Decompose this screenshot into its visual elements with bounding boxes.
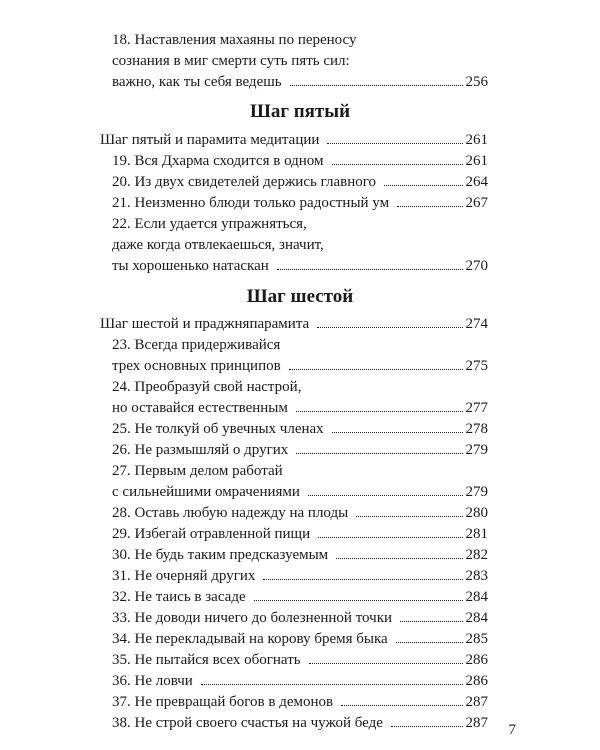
toc-intro-step-6[interactable]	[100, 314, 488, 334]
toc-entry-19[interactable]	[112, 151, 488, 171]
page-number: 282	[465, 547, 488, 563]
entry-text: 30. Не будь таким предсказуемым	[112, 547, 329, 563]
dot-leader	[296, 453, 462, 454]
dot-leader	[384, 185, 462, 186]
entry-line: 18. Наставления махаяны по переносу	[112, 32, 357, 48]
toc-entry-30[interactable]	[112, 545, 488, 565]
dot-leader	[391, 726, 463, 727]
page-number: 287	[465, 694, 488, 710]
page-number: 275	[465, 358, 488, 374]
entry-line: 24. Преобразуй свой настрой,	[112, 379, 302, 395]
page-number: 279	[465, 442, 488, 458]
entry-text: 26. Не размышляй о других	[112, 442, 289, 458]
toc-entry-21[interactable]	[112, 193, 488, 213]
page-folio: 7	[508, 722, 516, 738]
entry-text: 25. Не толкуй об увечных членах	[112, 421, 324, 437]
toc-entry-33[interactable]	[112, 608, 488, 628]
page-number: 274	[465, 316, 488, 332]
entry-line: с сильнейшими омрачениями	[112, 484, 300, 500]
dot-leader	[309, 663, 463, 664]
page-number: 261	[465, 153, 488, 169]
entry-line: даже когда отвлекаешься, значит,	[112, 237, 324, 253]
dot-leader	[317, 327, 462, 328]
page-number: 281	[465, 526, 488, 542]
toc-entry-25[interactable]	[112, 419, 488, 439]
entry-line: но оставайся естественным	[112, 400, 288, 416]
entry-line: трех основных принципов	[112, 358, 281, 374]
entry-text: 35. Не пытайся всех обогнать	[112, 652, 301, 668]
entry-line: 23. Всегда придерживайся	[112, 337, 281, 353]
toc-entry-36[interactable]	[112, 671, 488, 691]
entry-text: 19. Вся Дхарма сходится в одном	[112, 153, 324, 169]
page-number: 283	[465, 568, 488, 584]
dot-leader	[336, 558, 462, 559]
dot-leader	[400, 621, 462, 622]
toc-entry-26[interactable]	[112, 440, 488, 460]
dot-leader	[396, 642, 463, 643]
entry-text: 38. Не строй своего счастья на чужой беде	[112, 715, 383, 731]
toc-entry-20[interactable]	[112, 172, 488, 192]
entry-text: 28. Оставь любую надежду на плоды	[112, 505, 349, 521]
toc-intro-step-5[interactable]	[100, 130, 488, 150]
page-number: 264	[465, 174, 488, 190]
dot-leader	[332, 164, 463, 165]
page-number: 261	[465, 132, 488, 148]
entry-line: ты хорошенько натаскан	[112, 258, 269, 274]
section-heading-step-6: Шаг шестой	[246, 286, 354, 307]
page-number: 286	[465, 652, 488, 668]
dot-leader	[397, 206, 462, 207]
entry-text: 37. Не превращай богов в демонов	[112, 694, 334, 710]
toc-entry-32[interactable]	[112, 587, 488, 607]
page-number: 277	[465, 400, 488, 416]
page-number: 256	[465, 74, 488, 90]
toc-entry-35[interactable]	[112, 650, 488, 670]
entry-text: 34. Не перекладывай на корову бремя быка	[112, 631, 388, 647]
page-number: 278	[465, 421, 488, 437]
page-number: 287	[465, 715, 488, 731]
page-number: 267	[465, 195, 488, 211]
dot-leader	[327, 143, 462, 144]
entry-line: сознания в миг смерти суть пять сил:	[112, 53, 350, 69]
entry-text: Шаг шестой и праджняпарамита	[100, 316, 310, 332]
entry-text: 36. Не ловчи	[112, 673, 193, 689]
dot-leader	[296, 411, 463, 412]
page-number: 270	[465, 258, 488, 274]
entry-text: 20. Из двух свидетелей держись главного	[112, 174, 377, 190]
toc-entry-34[interactable]	[112, 629, 488, 649]
entry-text: 21. Неизменно блюди только радостный ум	[112, 195, 390, 211]
page-number: 280	[465, 505, 488, 521]
dot-leader	[290, 85, 463, 86]
toc-entry-31[interactable]	[112, 566, 488, 586]
page-number: 284	[465, 610, 488, 626]
entry-text: Шаг пятый и парамита медитации	[100, 132, 320, 148]
entry-text: 32. Не таись в засаде	[112, 589, 246, 605]
toc-entry-28[interactable]	[112, 503, 488, 523]
page-number: 279	[465, 484, 488, 500]
dot-leader	[201, 684, 463, 685]
entry-text: 29. Избегай отравленной пищи	[112, 526, 311, 542]
entry-line: 22. Если удается упражняться,	[112, 216, 307, 232]
dot-leader	[308, 495, 463, 496]
entry-text: 31. Не очерняй других	[112, 568, 256, 584]
entry-line: важно, как ты себя ведешь	[112, 74, 282, 90]
toc-entry-37[interactable]	[112, 692, 488, 712]
section-heading-step-5: Шаг пятый	[249, 101, 351, 122]
entry-line: 27. Первым делом работай	[112, 463, 283, 479]
dot-leader	[254, 600, 463, 601]
page-number: 285	[465, 631, 488, 647]
toc-entry-38[interactable]	[112, 713, 488, 733]
dot-leader	[318, 537, 462, 538]
toc-entry-29[interactable]	[112, 524, 488, 544]
dot-leader	[277, 269, 463, 270]
dot-leader	[356, 516, 462, 517]
dot-leader	[341, 705, 462, 706]
page-number: 284	[465, 589, 488, 605]
entry-text: 33. Не доводи ничего до болезненной точки	[112, 610, 393, 626]
dot-leader	[332, 432, 463, 433]
page-number: 286	[465, 673, 488, 689]
dot-leader	[289, 369, 463, 370]
dot-leader	[263, 579, 462, 580]
